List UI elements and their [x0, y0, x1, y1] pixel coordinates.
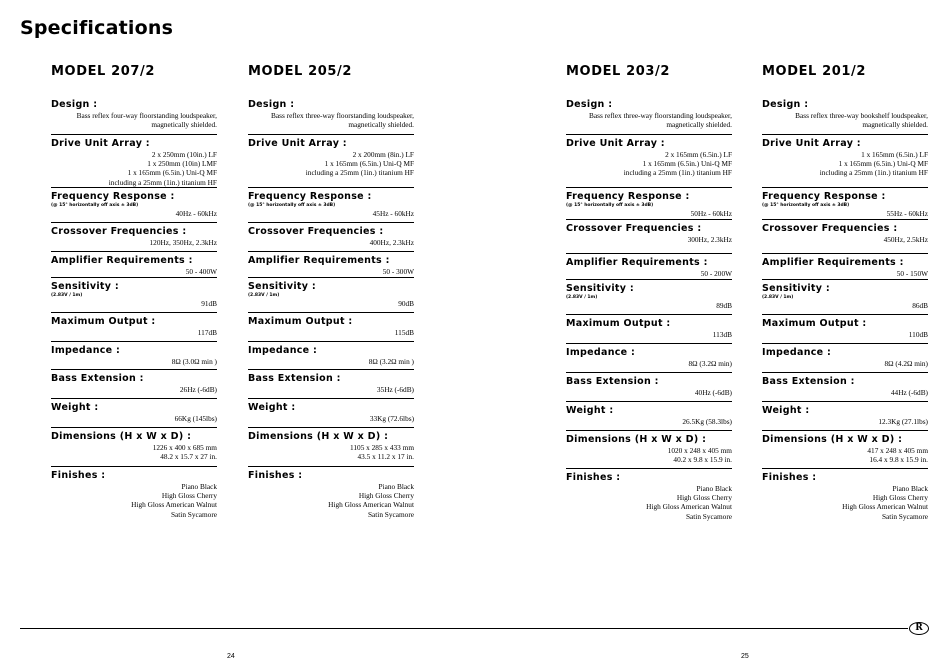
spec-value-line: Piano Black: [181, 482, 217, 491]
spec-block: [51, 99, 217, 129]
spec-label: Sensitivity :: [762, 283, 830, 294]
spec-block: [51, 226, 217, 247]
spec-block: [51, 470, 217, 519]
spec-value-line: 400Hz, 2.3kHz: [369, 238, 414, 247]
spec-divider: [762, 430, 928, 431]
spec-label: Amplifier Requirements :: [248, 255, 390, 266]
spec-value-line: 12.3Kg (27.1lbs): [878, 417, 928, 426]
spec-value: [762, 269, 928, 278]
spec-value-line: Satin Sycamore: [367, 509, 414, 519]
spec-value: [248, 150, 414, 178]
brand-logo-icon: R: [909, 622, 929, 635]
spec-block: [762, 99, 928, 129]
spec-label: Crossover Frequencies :: [248, 226, 384, 237]
spec-label: Amplifier Requirements :: [566, 257, 708, 268]
spec-value-line: 43.5 x 11.2 x 17 in.: [357, 452, 414, 462]
spec-value-line: Bass reflex three-way floorstanding loudspeaker,: [271, 111, 414, 120]
spec-divider: [51, 312, 217, 313]
spec-block: [762, 347, 928, 368]
spec-value: [51, 482, 217, 519]
spec-value: [51, 238, 217, 247]
spec-value-line: including a 25mm (1in.) titanium HF: [623, 168, 732, 178]
spec-note: (2.83V / 1m): [248, 293, 280, 298]
spec-value: [566, 388, 732, 397]
spec-value: [762, 359, 928, 368]
spec-label: Impedance :: [762, 347, 832, 358]
spec-block: [248, 99, 414, 129]
spec-divider: [762, 343, 928, 344]
spec-value-line: including a 25mm (1in.) titanium HF: [819, 168, 928, 178]
spec-value: [248, 385, 414, 394]
spec-divider: [248, 398, 414, 399]
spec-label: Maximum Output :: [762, 318, 867, 329]
spec-block: [762, 257, 928, 278]
spec-divider: [566, 372, 732, 373]
spec-value-line: 40Hz - 60kHz: [175, 209, 217, 218]
spec-value-line: 2 x 165mm (6.5in.) LF: [665, 150, 732, 159]
page-title: Specifications: [20, 17, 174, 39]
spec-label: Design :: [566, 99, 613, 110]
spec-label: Sensitivity :: [51, 281, 119, 292]
spec-value: [762, 150, 928, 178]
spec-label: Amplifier Requirements :: [51, 255, 193, 266]
spec-value-line: 40Hz (-6dB): [694, 388, 732, 397]
spec-value: [248, 267, 414, 276]
spec-divider: [51, 222, 217, 223]
spec-block: [51, 402, 217, 423]
spec-value: [248, 299, 414, 308]
spec-value-line: magnetically shielded.: [666, 120, 732, 130]
spec-divider: [248, 187, 414, 188]
spec-value-line: 450Hz, 2.5kHz: [883, 235, 928, 244]
spec-divider: [51, 369, 217, 370]
page-number-left: 24: [227, 653, 235, 660]
spec-divider: [51, 341, 217, 342]
spec-block: [51, 138, 217, 187]
spec-label: Design :: [51, 99, 98, 110]
spec-value: [51, 357, 217, 366]
spec-value-line: High Gloss Cherry: [872, 493, 928, 503]
spec-block: [762, 472, 928, 521]
spec-block: [762, 223, 928, 244]
spec-divider: [762, 253, 928, 254]
spec-value-line: 115dB: [394, 328, 414, 337]
spec-label: Crossover Frequencies :: [51, 226, 187, 237]
spec-value-line: Bass reflex three-way floorstanding loudspeaker,: [589, 111, 732, 120]
spec-value-line: 50 - 200W: [700, 269, 732, 278]
spec-block: [566, 434, 732, 464]
spec-note: (@ 15° horizontally off axis ± 3dB): [762, 203, 850, 208]
spec-value-line: 1226 x 400 x 685 mm: [152, 443, 217, 452]
spec-divider: [762, 401, 928, 402]
spec-divider: [762, 468, 928, 469]
spec-label: Finishes :: [51, 470, 106, 481]
spec-value: [762, 301, 928, 310]
spec-label: Bass Extension :: [51, 373, 144, 384]
footer-divider: [20, 628, 908, 629]
spec-value: [248, 111, 414, 129]
spec-label: Amplifier Requirements :: [762, 257, 904, 268]
spec-value: [248, 357, 414, 366]
spec-value-line: 120Hz, 350Hz, 2.3kHz: [149, 238, 217, 247]
spec-divider: [762, 314, 928, 315]
spec-value-line: 66Kg (145lbs): [174, 414, 217, 423]
spec-block: [248, 345, 414, 366]
spec-block: [248, 281, 414, 308]
spec-value: [566, 359, 732, 368]
spec-value-line: 50 - 150W: [896, 269, 928, 278]
spec-label: Drive Unit Array :: [566, 138, 665, 149]
spec-label: Sensitivity :: [248, 281, 316, 292]
spec-note: (@ 15° horizontally off axis ± 3dB): [51, 203, 139, 208]
spec-block: [566, 223, 732, 244]
spec-value-line: 1020 x 248 x 405 mm: [667, 446, 732, 455]
spec-value-line: 1 x 165mm (6.5in.) Uni-Q MF: [127, 168, 217, 178]
spec-divider: [51, 251, 217, 252]
spec-divider: [51, 398, 217, 399]
spec-value-line: High Gloss American Walnut: [842, 502, 928, 512]
spec-block: [51, 431, 217, 461]
spec-value: [248, 209, 414, 218]
spec-block: [51, 255, 217, 276]
spec-divider: [762, 279, 928, 280]
spec-block: [51, 373, 217, 394]
spec-value-line: Piano Black: [378, 482, 414, 491]
spec-label: Dimensions (H x W x D) :: [51, 431, 192, 442]
spec-block: [248, 402, 414, 423]
spec-label: Weight :: [248, 402, 296, 413]
spec-value-line: 2 x 250mm (10in.) LF: [151, 150, 217, 159]
spec-value-line: 40.2 x 9.8 x 15.9 in.: [673, 455, 732, 465]
spec-note: (@ 15° horizontally off axis ± 3dB): [248, 203, 336, 208]
spec-block: [762, 138, 928, 178]
spec-block: [248, 226, 414, 247]
spec-divider: [566, 219, 732, 220]
spec-block: [762, 191, 928, 218]
spec-value-line: 113dB: [712, 330, 732, 339]
spec-block: [248, 138, 414, 178]
spec-block: [248, 316, 414, 337]
spec-note: (2.83V / 1m): [51, 293, 83, 298]
spec-value-line: High Gloss American Walnut: [328, 500, 414, 510]
spec-value-line: 50Hz - 60kHz: [690, 209, 732, 218]
spec-block: [248, 470, 414, 519]
spec-value-line: 300Hz, 2.3kHz: [687, 235, 732, 244]
spec-value-line: 1 x 165mm (6.5in.) Uni-Q MF: [642, 159, 732, 169]
spec-block: [762, 318, 928, 339]
spec-value-line: 48.2 x 15.7 x 27 in.: [160, 452, 217, 462]
spec-label: Dimensions (H x W x D) :: [566, 434, 707, 445]
spec-value-line: 44Hz (-6dB): [890, 388, 928, 397]
spec-value: [51, 267, 217, 276]
spec-value: [51, 299, 217, 308]
spec-value-line: 26Hz (-6dB): [179, 385, 217, 394]
spec-value-line: 33Kg (72.6lbs): [369, 414, 414, 423]
spec-block: [566, 472, 732, 521]
spec-value: [566, 209, 732, 218]
spec-value-line: magnetically shielded.: [348, 120, 414, 130]
spec-value-line: 117dB: [197, 328, 217, 337]
spec-divider: [248, 427, 414, 428]
spec-label: Crossover Frequencies :: [566, 223, 702, 234]
spec-value-line: Satin Sycamore: [881, 511, 928, 521]
spec-label: Weight :: [51, 402, 99, 413]
spec-block: [566, 318, 732, 339]
spec-note: (2.83V / 1m): [762, 295, 794, 300]
spec-label: Dimensions (H x W x D) :: [762, 434, 903, 445]
spec-block: [762, 283, 928, 310]
spec-value: [566, 150, 732, 178]
spec-block: [51, 316, 217, 337]
spec-divider: [51, 187, 217, 188]
spec-divider: [762, 219, 928, 220]
spec-label: Dimensions (H x W x D) :: [248, 431, 389, 442]
spec-value-line: Bass reflex four-way floorstanding loudspeaker,: [76, 111, 217, 120]
spec-value: [51, 328, 217, 337]
spec-value-line: 86dB: [912, 301, 928, 310]
spec-value-line: 8Ω (3.2Ω min): [688, 359, 732, 368]
spec-label: Frequency Response :: [566, 191, 690, 202]
spec-value: [248, 443, 414, 461]
spec-value: [762, 484, 928, 521]
model-title: MODEL 205/2: [248, 64, 352, 79]
spec-value-line: 50 - 400W: [185, 267, 217, 276]
spec-label: Bass Extension :: [762, 376, 855, 387]
spec-value: [566, 330, 732, 339]
spec-divider: [566, 314, 732, 315]
spec-divider: [248, 222, 414, 223]
spec-divider: [566, 253, 732, 254]
spec-block: [566, 376, 732, 397]
spec-value: [248, 482, 414, 519]
spec-label: Impedance :: [51, 345, 121, 356]
spec-divider: [566, 279, 732, 280]
spec-value-line: including a 25mm (1in.) titanium HF: [108, 177, 217, 187]
spec-block: [566, 191, 732, 218]
spec-value-line: 1 x 165mm (6.5in.) Uni-Q MF: [324, 159, 414, 169]
spec-divider: [248, 134, 414, 135]
spec-value-line: Piano Black: [696, 484, 732, 493]
spec-value-line: 26.5Kg (58.3lbs): [682, 417, 732, 426]
spec-divider: [248, 312, 414, 313]
spec-value: [566, 417, 732, 426]
spec-value-line: 2 x 200mm (8in.) LF: [352, 150, 414, 159]
spec-block: [762, 434, 928, 464]
spec-value-line: magnetically shielded.: [151, 120, 217, 130]
spec-block: [566, 257, 732, 278]
spec-block: [762, 405, 928, 426]
spec-value-line: Satin Sycamore: [685, 511, 732, 521]
spec-value: [762, 111, 928, 129]
spec-label: Frequency Response :: [51, 191, 175, 202]
spec-value-line: 1 x 250mm (10in) LMF: [147, 159, 217, 169]
spec-divider: [762, 187, 928, 188]
spec-value-line: Bass reflex three-way bookshelf loudspeaker,: [795, 111, 928, 120]
spec-block: [248, 255, 414, 276]
spec-value-line: 417 x 248 x 405 mm: [867, 446, 928, 455]
spec-divider: [762, 134, 928, 135]
spec-value-line: 8Ω (4.2Ω min): [884, 359, 928, 368]
spec-block: [566, 283, 732, 310]
spec-value-line: 1 x 165mm (6.5in.) Uni-Q MF: [838, 159, 928, 169]
spec-value-line: High Gloss American Walnut: [131, 500, 217, 510]
spec-divider: [51, 134, 217, 135]
spec-divider: [566, 134, 732, 135]
spec-value: [566, 484, 732, 521]
spec-label: Weight :: [762, 405, 810, 416]
spec-value: [566, 301, 732, 310]
spec-value-line: magnetically shielded.: [862, 120, 928, 130]
spec-label: Impedance :: [566, 347, 636, 358]
spec-value-line: Satin Sycamore: [170, 509, 217, 519]
spec-value-line: 90dB: [398, 299, 414, 308]
spec-value: [762, 330, 928, 339]
spec-block: [51, 345, 217, 366]
spec-label: Drive Unit Array :: [248, 138, 347, 149]
spec-value-line: 8Ω (3.2Ω min ): [368, 357, 414, 366]
spec-value: [566, 235, 732, 244]
spec-divider: [51, 466, 217, 467]
spec-value: [51, 150, 217, 187]
spec-value-line: High Gloss American Walnut: [646, 502, 732, 512]
spec-label: Drive Unit Array :: [762, 138, 861, 149]
spec-label: Impedance :: [248, 345, 318, 356]
spec-value: [248, 328, 414, 337]
spec-value-line: 91dB: [201, 299, 217, 308]
spec-value: [248, 414, 414, 423]
model-title: MODEL 203/2: [566, 64, 670, 79]
spec-value: [51, 443, 217, 461]
spec-value: [762, 388, 928, 397]
spec-label: Finishes :: [566, 472, 621, 483]
spec-value: [51, 111, 217, 129]
spec-value: [566, 269, 732, 278]
spec-divider: [566, 430, 732, 431]
spec-note: (2.83V / 1m): [566, 295, 598, 300]
spec-label: Design :: [248, 99, 295, 110]
spec-block: [566, 405, 732, 426]
spec-value-line: High Gloss Cherry: [358, 491, 414, 501]
spec-label: Maximum Output :: [248, 316, 353, 327]
spec-value-line: 1 x 165mm (6.5in.) LF: [861, 150, 928, 159]
spec-divider: [762, 372, 928, 373]
spec-value-line: High Gloss Cherry: [676, 493, 732, 503]
spec-value: [248, 238, 414, 247]
spec-value: [762, 235, 928, 244]
spec-value-line: 16.4 x 9.8 x 15.9 in.: [869, 455, 928, 465]
spec-value: [762, 417, 928, 426]
spec-label: Bass Extension :: [248, 373, 341, 384]
spec-block: [248, 373, 414, 394]
spec-block: [762, 376, 928, 397]
spec-block: [566, 99, 732, 129]
spec-value: [566, 111, 732, 129]
spec-label: Weight :: [566, 405, 614, 416]
spec-label: Bass Extension :: [566, 376, 659, 387]
spec-value: [762, 209, 928, 218]
spec-block: [566, 138, 732, 178]
spec-block: [566, 347, 732, 368]
spec-divider: [248, 369, 414, 370]
spec-block: [51, 191, 217, 218]
spec-divider: [248, 341, 414, 342]
spec-value-line: 55Hz - 60kHz: [886, 209, 928, 218]
spec-label: Maximum Output :: [51, 316, 156, 327]
spec-value: [51, 385, 217, 394]
spec-value-line: 89dB: [716, 301, 732, 310]
spec-divider: [566, 343, 732, 344]
spec-value-line: 8Ω (3.0Ω min ): [171, 357, 217, 366]
spec-block: [248, 431, 414, 461]
spec-divider: [248, 466, 414, 467]
spec-block: [51, 281, 217, 308]
model-title: MODEL 201/2: [762, 64, 866, 79]
spec-label: Frequency Response :: [248, 191, 372, 202]
spec-divider: [566, 468, 732, 469]
spec-divider: [248, 251, 414, 252]
spec-label: Sensitivity :: [566, 283, 634, 294]
spec-value-line: 110dB: [908, 330, 928, 339]
spec-note: (@ 15° horizontally off axis ± 3dB): [566, 203, 654, 208]
spec-label: Crossover Frequencies :: [762, 223, 898, 234]
spec-value-line: 1105 x 285 x 433 mm: [350, 443, 414, 452]
spec-divider: [51, 277, 217, 278]
model-title: MODEL 207/2: [51, 64, 155, 79]
spec-label: Drive Unit Array :: [51, 138, 150, 149]
spec-value-line: Piano Black: [892, 484, 928, 493]
page-number-right: 25: [741, 653, 749, 660]
spec-value-line: High Gloss Cherry: [161, 491, 217, 501]
spec-value: [51, 414, 217, 423]
spec-divider: [51, 427, 217, 428]
spec-value-line: 35Hz (-6dB): [376, 385, 414, 394]
spec-label: Frequency Response :: [762, 191, 886, 202]
spec-value-line: including a 25mm (1in.) titanium HF: [305, 168, 414, 178]
spec-divider: [566, 187, 732, 188]
spec-divider: [566, 401, 732, 402]
spec-value-line: 50 - 300W: [382, 267, 414, 276]
spec-label: Design :: [762, 99, 809, 110]
spec-block: [248, 191, 414, 218]
spec-label: Finishes :: [762, 472, 817, 483]
spec-label: Finishes :: [248, 470, 303, 481]
spec-value-line: 45Hz - 60kHz: [372, 209, 414, 218]
spec-value: [762, 446, 928, 464]
spec-divider: [248, 277, 414, 278]
spec-value: [566, 446, 732, 464]
spec-value: [51, 209, 217, 218]
spec-label: Maximum Output :: [566, 318, 671, 329]
